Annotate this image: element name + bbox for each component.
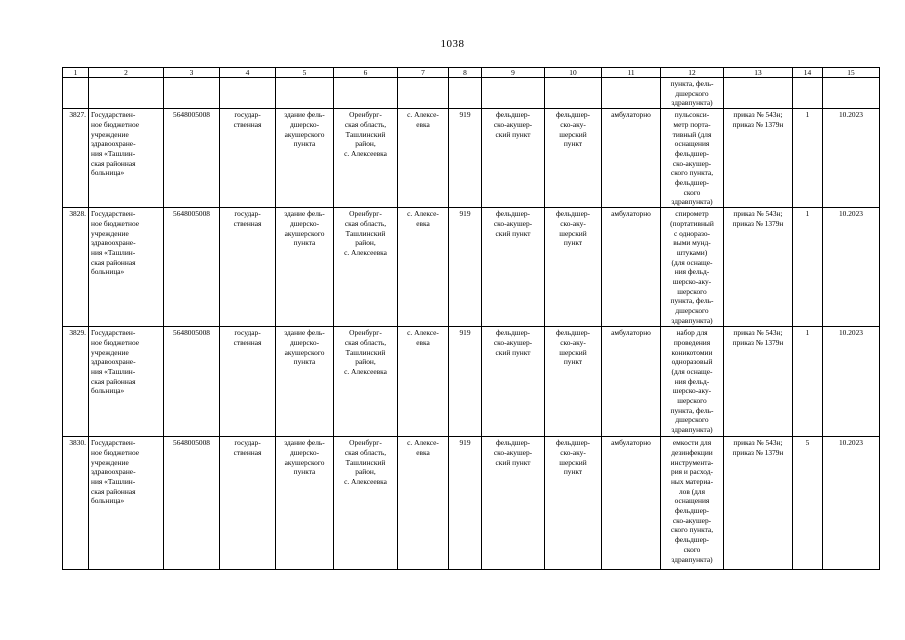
inn: 5648005008 [164,327,220,437]
page-number: 1038 [440,38,465,50]
code: 919 [449,109,482,208]
continuation-equipment: пункта, фель- дшерского здравпункта) [661,78,724,109]
settlement: с. Алексе- евка [398,327,449,437]
equipment: набор для проведения коникотомии одноразовый (для оснаще- ния фельд- шерско-аку- шерского пункта, фель- дшерского здравпункта) [661,327,724,437]
settlement: с. Алексе- евка [398,437,449,570]
quantity: 1 [793,327,823,437]
code: 919 [449,208,482,327]
unit: фельдшер- ско-акушер- ский пункт [482,437,545,570]
organization-name: Государствен- ное бюджетное учреждение здравоохране- ния «Ташлин- ская районная больница» [89,208,164,327]
column-header: 4 [220,68,276,78]
code: 919 [449,327,482,437]
date: 10.2023 [823,208,880,327]
column-header: 2 [89,68,164,78]
date: 10.2023 [823,437,880,570]
unit: фельдшер- ско-акушер- ский пункт [482,208,545,327]
settlement: с. Алексе- евка [398,208,449,327]
ownership: государ- ственная [220,109,276,208]
registry-table [62,67,880,570]
table-row [63,208,880,327]
table-row [63,437,880,570]
row-number: 3830. [63,437,89,570]
order: приказ № 543н; приказ № 1379н [724,327,793,437]
column-header: 6 [334,68,398,78]
care-type: амбулаторно [602,208,661,327]
column-header: 9 [482,68,545,78]
column-header: 14 [793,68,823,78]
unit-short: фельдшер- ско-аку- шерский пункт [545,437,602,570]
address: Оренбург- ская область, Ташлинский район, с. Алексеевка [334,437,398,570]
unit-short: фельдшер- ско-аку- шерский пункт [545,208,602,327]
code: 919 [449,437,482,570]
column-header: 1 [63,68,89,78]
column-header: 13 [724,68,793,78]
row-number: 3827. [63,109,89,208]
unit-short: фельдшер- ско-аку- шерский пункт [545,327,602,437]
column-header: 15 [823,68,880,78]
organization-name: Государствен- ное бюджетное учреждение здравоохране- ния «Ташлин- ская районная больница» [89,437,164,570]
column-header: 8 [449,68,482,78]
order: приказ № 543н; приказ № 1379н [724,109,793,208]
ownership: государ- ственная [220,327,276,437]
building: здание фель- дшерско- акушерского пункта [276,109,334,208]
building: здание фель- дшерско- акушерского пункта [276,437,334,570]
ownership: государ- ственная [220,437,276,570]
address: Оренбург- ская область, Ташлинский район, с. Алексеевка [334,327,398,437]
inn: 5648005008 [164,437,220,570]
column-header: 10 [545,68,602,78]
row-number: 3828. [63,208,89,327]
column-header: 12 [661,68,724,78]
table-row [63,327,880,437]
column-header: 7 [398,68,449,78]
order: приказ № 543н; приказ № 1379н [724,437,793,570]
inn: 5648005008 [164,109,220,208]
address: Оренбург- ская область, Ташлинский район, с. Алексеевка [334,109,398,208]
column-header: 5 [276,68,334,78]
date: 10.2023 [823,109,880,208]
care-type: амбулаторно [602,437,661,570]
column-header: 11 [602,68,661,78]
quantity: 1 [793,109,823,208]
equipment: спирометр (портативный с одноразо- выми мунд- штуками) (для оснаще- ния фельд- шерско-аку- шерского пункта, фель- дшерского здравпункта) [661,208,724,327]
building: здание фель- дшерско- акушерского пункта [276,327,334,437]
equipment: емкости для дезинфекции инструмента- рия и расход- ных материа- лов (для оснащения фельдшер- ско-акушер- ского пункта, фельдшер- ского здравпункта) [661,437,724,570]
organization-name: Государствен- ное бюджетное учреждение здравоохране- ния «Ташлин- ская районная больница» [89,109,164,208]
unit: фельдшер- ско-акушер- ский пункт [482,109,545,208]
quantity: 5 [793,437,823,570]
order: приказ № 543н; приказ № 1379н [724,208,793,327]
quantity: 1 [793,208,823,327]
column-number-row [63,68,880,78]
organization-name: Государствен- ное бюджетное учреждение здравоохране- ния «Ташлин- ская районная больница» [89,327,164,437]
column-header: 3 [164,68,220,78]
table-row [63,109,880,208]
equipment: пульсокси- метр порта- тивный (для оснащения фельдшер- ско-акушер- ского пункта, фельдшер- ского здравпункта) [661,109,724,208]
care-type: амбулаторно [602,327,661,437]
inn: 5648005008 [164,208,220,327]
date: 10.2023 [823,327,880,437]
care-type: амбулаторно [602,109,661,208]
address: Оренбург- ская область, Ташлинский район, с. Алексеевка [334,208,398,327]
continuation-row [63,78,880,109]
settlement: с. Алексе- евка [398,109,449,208]
building: здание фель- дшерско- акушерского пункта [276,208,334,327]
row-number: 3829. [63,327,89,437]
ownership: государ- ственная [220,208,276,327]
unit-short: фельдшер- ско-аку- шерский пункт [545,109,602,208]
unit: фельдшер- ско-акушер- ский пункт [482,327,545,437]
